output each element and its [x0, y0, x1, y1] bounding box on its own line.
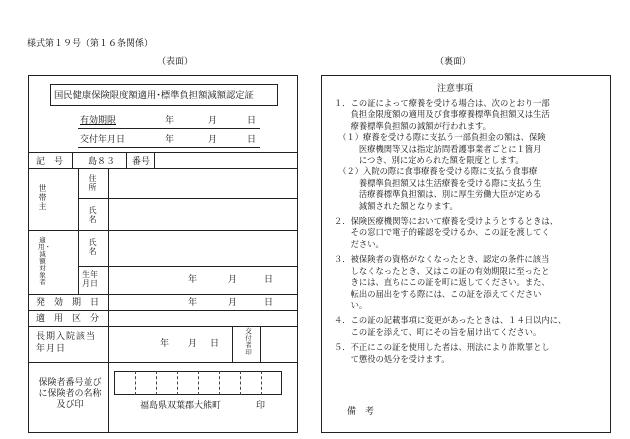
long-term-month: 月 [188, 339, 198, 349]
eligible-person-label: 適用・減額対象者 [38, 236, 51, 286]
note-line: ４．この証の記載事項に変更があったときは、１４日以内に、 [334, 315, 567, 326]
long-term-year: 年 [160, 339, 170, 349]
validity-underline [78, 128, 260, 129]
issue-day: 日 [247, 135, 257, 145]
category-label: 適 用 区 分 [36, 314, 100, 324]
validity-month: 月 [208, 116, 218, 126]
note-line: い。 [334, 299, 368, 310]
notes-title: 注意事項 [437, 84, 474, 94]
note-line: 療養標準負担額の減額が行われます。 [334, 120, 491, 131]
note-line: て懲役の処分を受けます。 [334, 353, 450, 364]
effective-date-label: 発 効 期 日 [36, 298, 100, 308]
seal-mark: 印 [256, 401, 266, 411]
note-line: 医療機関等又は指定訪問看護事業者ごとに１箇月 [334, 143, 542, 154]
note-line: 負担金限度額の適用及び食事療養標準負担額又は生活 [334, 109, 550, 120]
householder-label: 世帯主 [38, 184, 47, 211]
long-term-label: 長期入院該当年月日 [36, 332, 97, 354]
certificate-title: 国民健康保険限度額適用･標準負担額減額認定証 [54, 90, 254, 101]
note-line: ３．被保険者の資格がなくなったとき、認定の条件に該当 [334, 254, 550, 265]
validity-day: 日 [247, 116, 257, 126]
insurer-name: 福島県双葉郡大熊町 [140, 401, 222, 411]
note-line: 減額された額となります。 [334, 200, 458, 211]
note-line: きには、直ちにこの証を町に返してください。また、 [334, 277, 550, 288]
note-line: 転出の届出をする際には、この証を添えてください [334, 288, 542, 299]
note-line: ださい。 [334, 238, 384, 249]
birth-day: 日 [264, 275, 274, 285]
effective-month: 月 [228, 298, 238, 308]
symbol-value: 島８３ [88, 157, 116, 167]
number-label: 番号 [132, 157, 151, 167]
note-line: その窓口で電子的確認を受けるか、この証を渡してく [334, 227, 550, 238]
birth-month: 月 [228, 275, 238, 285]
front-label: （表面） [157, 57, 194, 67]
issue-year: 年 [165, 135, 175, 145]
form-number: 様式第１９号（第１６条関係） [27, 39, 154, 49]
note-line: につき、別に定められた額を限度とします。 [334, 155, 524, 166]
validity-year: 年 [165, 116, 175, 126]
note-line: ２．保険医療機関等において療養を受けようとするときは、 [334, 216, 559, 227]
long-term-day: 日 [210, 339, 220, 349]
effective-year: 年 [188, 298, 198, 308]
validity-label: 有効期限 [80, 116, 117, 126]
note-line: この証を添えて、町にその旨を届け出てください。 [334, 326, 542, 337]
back-label: （裏面） [435, 57, 472, 67]
notes-list [334, 98, 609, 365]
note-line: （１）療養を受ける際に支払う一部負担金の額は、保険 [334, 132, 546, 143]
birth-year: 年 [188, 275, 198, 285]
issue-underline [78, 147, 260, 148]
effective-day: 日 [264, 298, 274, 308]
eligible-name-label: 氏名 [88, 238, 97, 256]
note-line: 活療養標準負担額は、別に厚生労働大臣が定める [334, 189, 542, 200]
issue-date-label: 交付年月日 [80, 135, 126, 145]
birth-date-label: 生年月日 [82, 270, 98, 288]
note-line: ５．不正にこの証を使用した者は、刑法により詐欺罪とし [334, 342, 550, 353]
householder-name-label: 氏名 [88, 206, 97, 224]
note-line: 養標準負担額又は生活療養を受ける際に支払う生 [334, 177, 542, 188]
issuer-seal-label: 交付者印 [245, 327, 252, 356]
remarks-label: 備 考 [347, 407, 375, 417]
note-line: しなくなったとき、又はこの証の有効期限に至ったと [334, 265, 550, 276]
insurer-label: 保険者番号並びに保険者の名称及び印 [38, 378, 102, 410]
symbol-label: 記 号 [36, 157, 64, 167]
householder-address-label: 住所 [88, 174, 97, 192]
issue-month: 月 [208, 135, 218, 145]
note-line: （２）入院の際に食事療養を受ける際に支払う食事療 [334, 166, 538, 177]
note-line: １．この証によって療養を受ける場合は、次のとおり一部 [334, 98, 550, 108]
